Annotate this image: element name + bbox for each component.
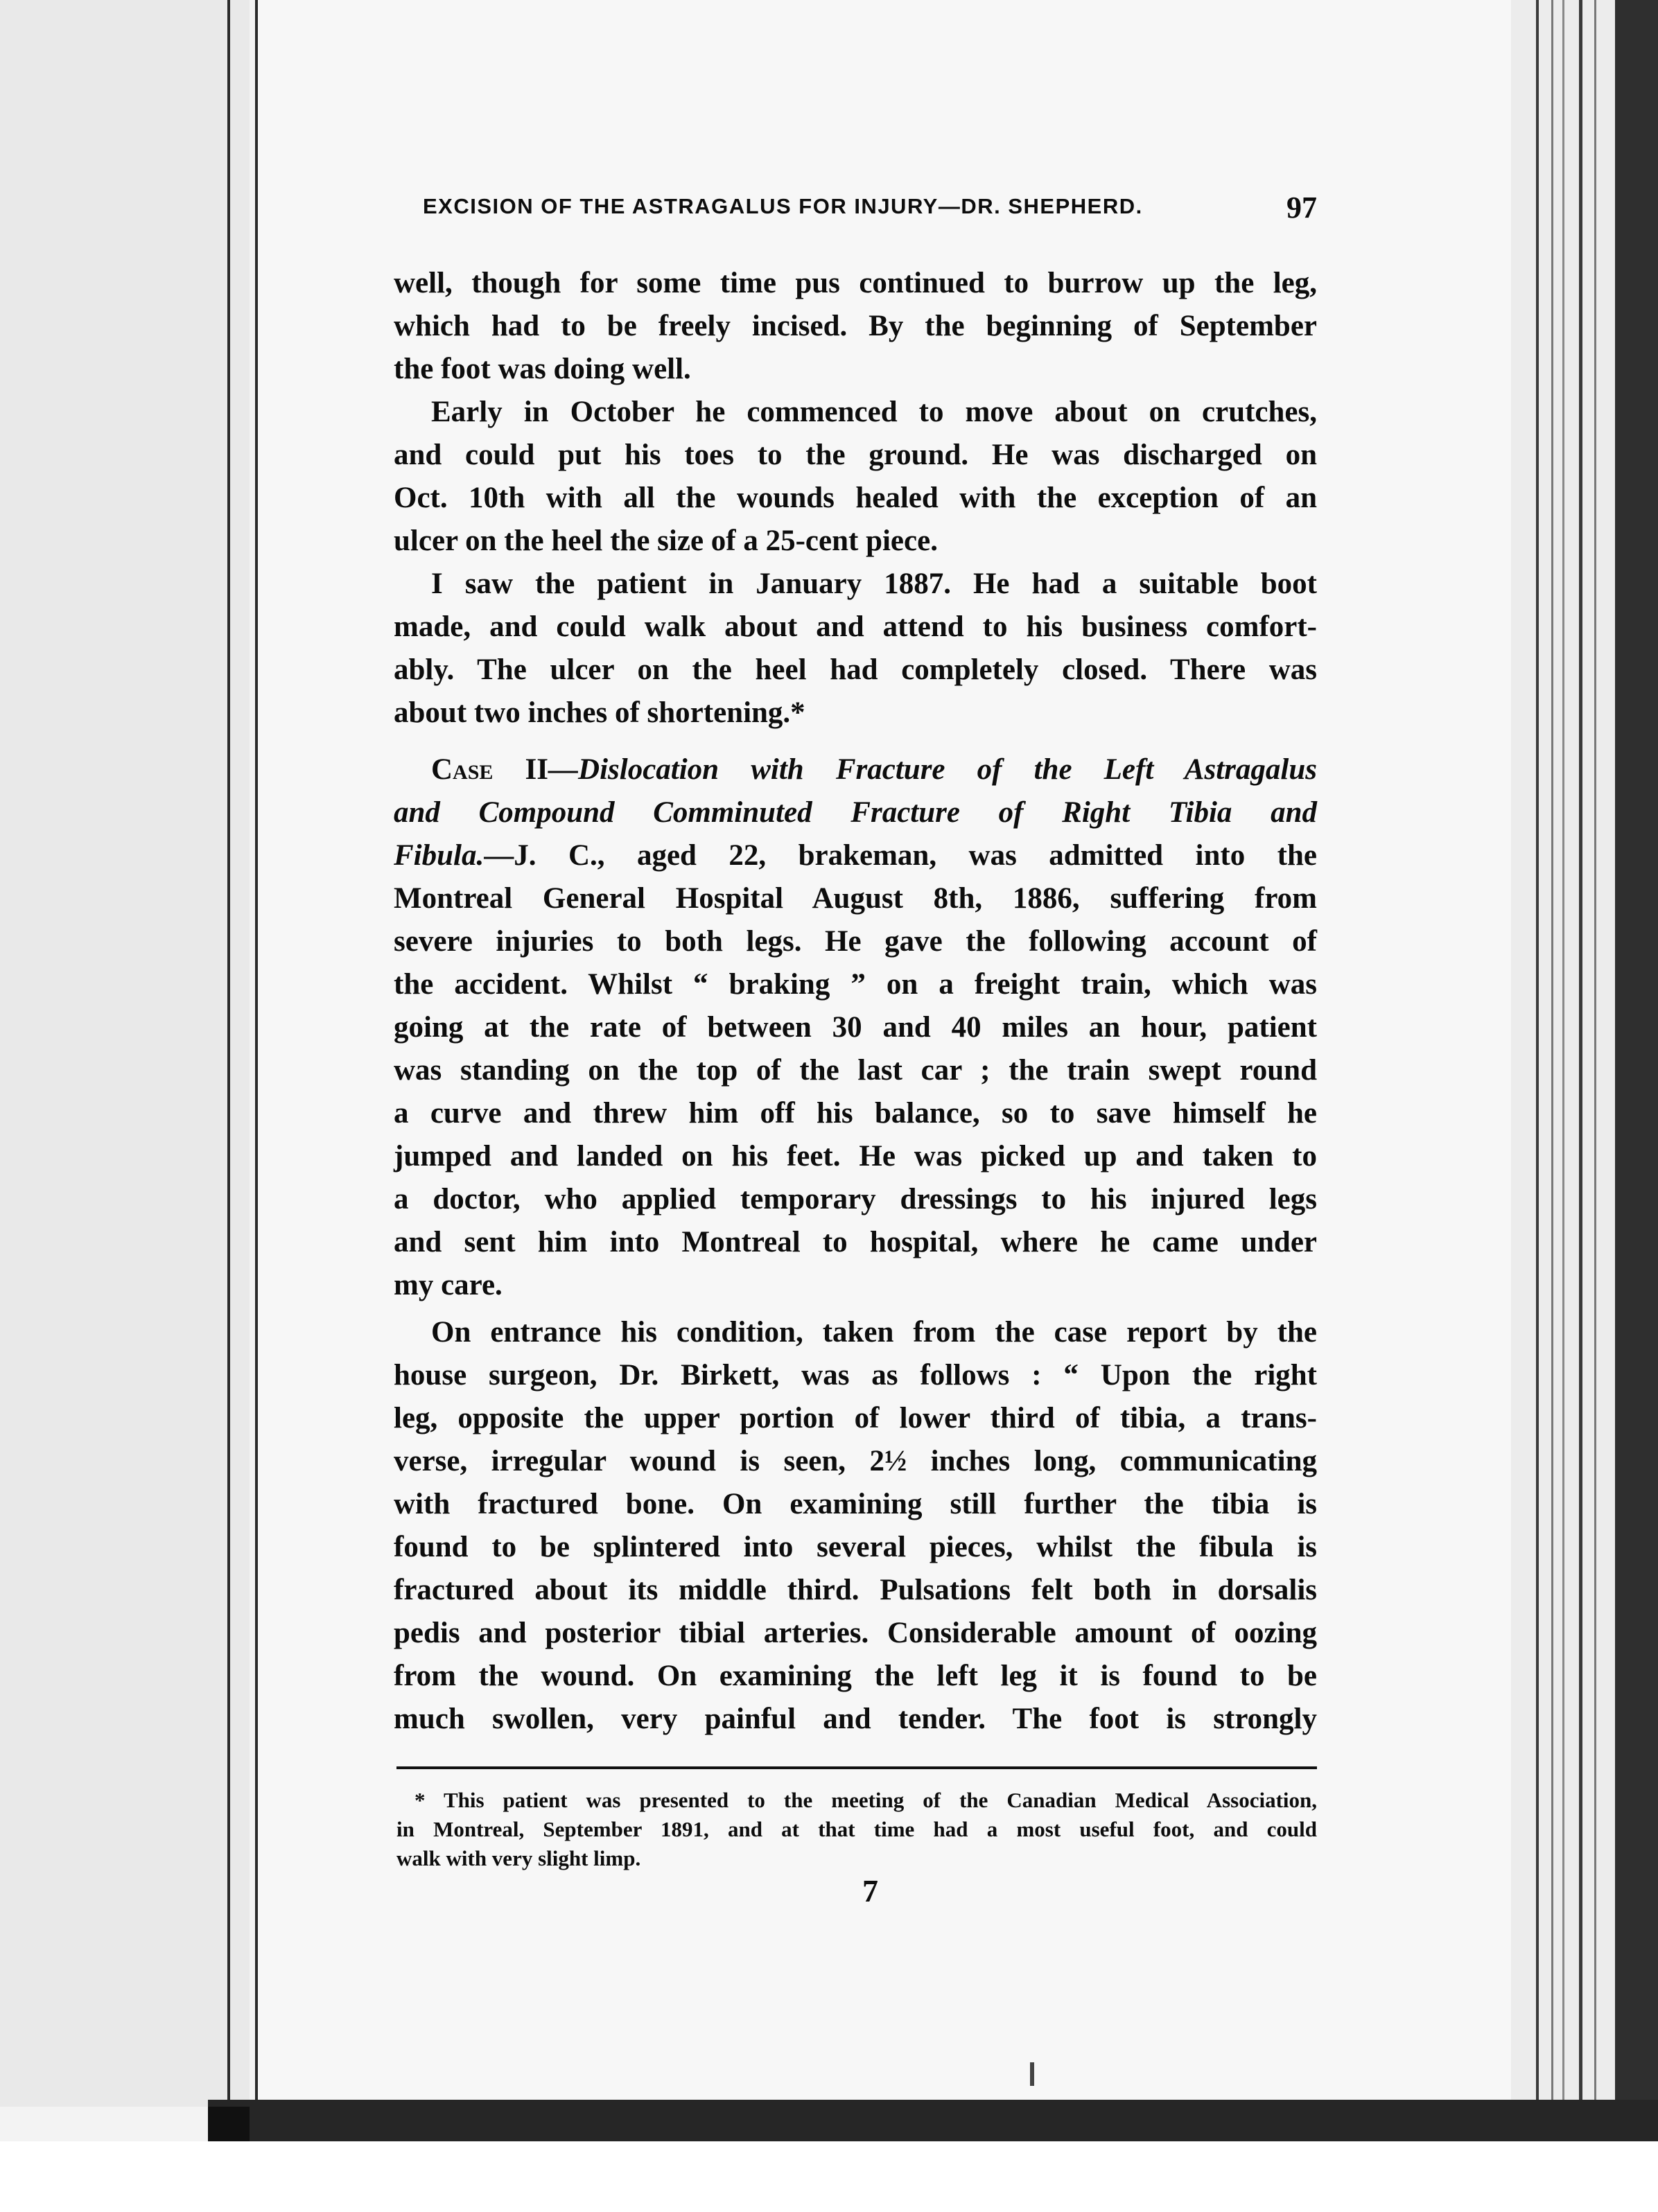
- body-line: house surgeon, Dr. Birkett, was as follows : “ Upon the right: [394, 1359, 1317, 1392]
- body-line: about two inches of shortening.*: [394, 696, 805, 729]
- footnote-line: * This patient was presented to the meeting of the Canadian Medical Association,: [414, 1788, 1317, 1812]
- case-heading-line: [394, 835, 1317, 877]
- body-line: fractured about its middle third. Pulsations felt both in dorsalis: [394, 1574, 1317, 1606]
- body-line: found to be splintered into several pieces, whilst the fibula is: [394, 1531, 1317, 1563]
- body-line: from the wound. On examining the left leg it is found to be: [394, 1660, 1317, 1692]
- facing-page-strip: [0, 0, 250, 2107]
- running-head-title: EXCISION OF THE ASTRAGALUS FOR INJURY—DR. SHEPHERD.: [423, 194, 1143, 218]
- body-line: Early in October he commenced to move about on crutches,: [431, 396, 1317, 428]
- case-title: Fibula.: [394, 839, 485, 872]
- body-line: ably. The ulcer on the heel had completely closed. There was: [394, 653, 1317, 686]
- page-smudge: [1030, 2062, 1034, 2086]
- body-line: which had to be freely incised. By the beginning of September: [394, 310, 1317, 342]
- book-cover-edge: [208, 2100, 1658, 2141]
- body-line: jumped and landed on his feet. He was picked up and taken to: [394, 1140, 1317, 1173]
- signature-mark: 7: [862, 1873, 878, 1908]
- body-line: verse, irregular wound is seen, 2½ inches long, communicating: [394, 1445, 1317, 1477]
- body-line: and could put his toes to the ground. He was discharged on: [394, 439, 1317, 471]
- case-heading-line: [394, 792, 1317, 834]
- body-line: ulcer on the heel the size of a 25-cent piece.: [394, 525, 938, 557]
- case-label: Case II: [431, 753, 549, 786]
- footnote-line: in Montreal, September 1891, and at that time had a most useful foot, and could: [396, 1817, 1317, 1841]
- body-line: severe injuries to both legs. He gave the following account of: [394, 925, 1317, 958]
- body-line: my care.: [394, 1269, 503, 1301]
- body-line: with fractured bone. On examining still further the tibia is: [394, 1488, 1317, 1520]
- body-line: leg, opposite the upper portion of lower third of tibia, a trans-: [394, 1402, 1317, 1434]
- gutter-line: [227, 0, 230, 2107]
- case-intro: —J. C., aged 22, brakeman, was admitted into the: [484, 839, 1317, 872]
- body-line: a doctor, who applied temporary dressings to his injured legs: [394, 1183, 1317, 1215]
- body-line: a curve and threw him off his balance, so to save himself he: [394, 1097, 1317, 1130]
- body-line: On entrance his condition, taken from the case report by the: [431, 1316, 1317, 1349]
- body-line: Oct. 10th with all the wounds healed with the exception of an: [394, 482, 1317, 514]
- body-line: and sent him into Montreal to hospital, where he came under: [394, 1226, 1317, 1258]
- case-title: —Dislocation with Fracture of the Left Astragalus: [548, 753, 1317, 786]
- body-line: pedis and posterior tibial arteries. Considerable amount of oozing: [394, 1617, 1317, 1649]
- body-line: I saw the patient in January 1887. He had a suitable boot: [431, 568, 1317, 600]
- body-line: Montreal General Hospital August 8th, 1886, suffering from: [394, 882, 1317, 915]
- body-line: going at the rate of between 30 and 40 miles an hour, patient: [394, 1011, 1317, 1044]
- footnote-line: walk with very slight limp.: [396, 1846, 641, 1870]
- case-heading-line: [431, 749, 1317, 791]
- footnote-rule: [396, 1766, 1317, 1769]
- body-line: was standing on the top of the last car ; the train swept round: [394, 1054, 1317, 1087]
- running-head: [423, 191, 1317, 225]
- scan-margin: [0, 2141, 1658, 2212]
- body-line: the accident. Whilst “ braking ” on a freight train, which was: [394, 968, 1317, 1001]
- body-line: the foot was doing well.: [394, 353, 691, 385]
- case-title: and Compound Comminuted Fracture of Right Tibia and: [394, 796, 1317, 829]
- body-line: much swollen, very painful and tender. The foot is strongly: [394, 1703, 1317, 1735]
- page-edge-stack: [1511, 0, 1658, 2212]
- body-line: made, and could walk about and attend to his business comfort-: [394, 611, 1317, 643]
- page-number: 97: [1286, 191, 1317, 225]
- body-line: well, though for some time pus continued to burrow up the leg,: [394, 267, 1317, 299]
